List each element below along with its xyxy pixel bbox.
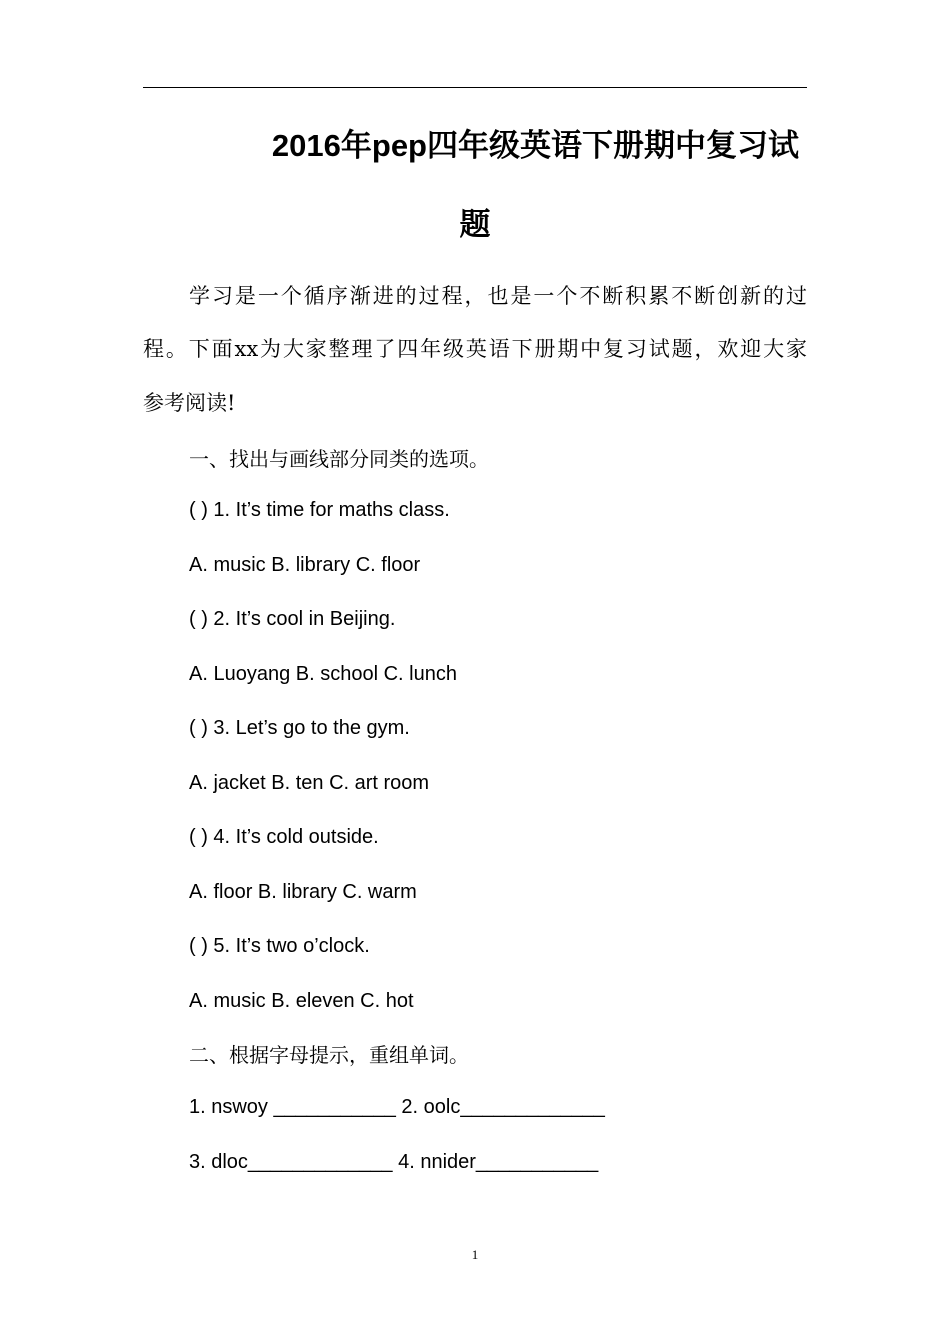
intro-paragraph-line-2: 程。下面xx为大家整理了四年级英语下册期中复习试题，欢迎大家 <box>143 337 807 361</box>
page-number: 1 <box>471 1247 479 1262</box>
question-2-options: A. Luoyang B. school C. lunch <box>189 663 457 685</box>
document-title-line-2: 题 <box>459 207 491 242</box>
question-5-options: A. music B. eleven C. hot <box>189 990 414 1012</box>
intro-paragraph-line-3: 参考阅读! <box>143 391 236 415</box>
section-1-heading: 一、找出与画线部分同类的选项。 <box>189 447 489 471</box>
question-2: ( ) 2. It’s cool in Beijing. <box>189 608 396 630</box>
question-4-options: A. floor B. library C. warm <box>189 881 417 903</box>
word-scramble-line-1: 1. nswoy ___________ 2. oolc_____________ <box>189 1096 605 1118</box>
question-3: ( ) 3. Let’s go to the gym. <box>189 717 410 739</box>
header-rule <box>143 87 807 88</box>
question-1: ( ) 1. It’s time for maths class. <box>189 499 450 521</box>
question-3-options: A. jacket B. ten C. art room <box>189 772 430 794</box>
word-scramble-line-2: 3. dloc_____________ 4. nnider___________ <box>189 1151 599 1173</box>
document-title-line-1: 2016年pep四年级英语下册期中复习试 <box>271 128 799 163</box>
question-1-options: A. music B. library C. floor <box>189 554 421 576</box>
question-5: ( ) 5. It’s two o’clock. <box>189 935 370 957</box>
section-2-heading: 二、根据字母提示，重组单词。 <box>189 1043 469 1067</box>
question-4: ( ) 4. It’s cold outside. <box>189 826 379 848</box>
intro-paragraph-line-1: 学习是一个循序渐进的过程，也是一个不断积累不断创新的过 <box>189 284 807 308</box>
